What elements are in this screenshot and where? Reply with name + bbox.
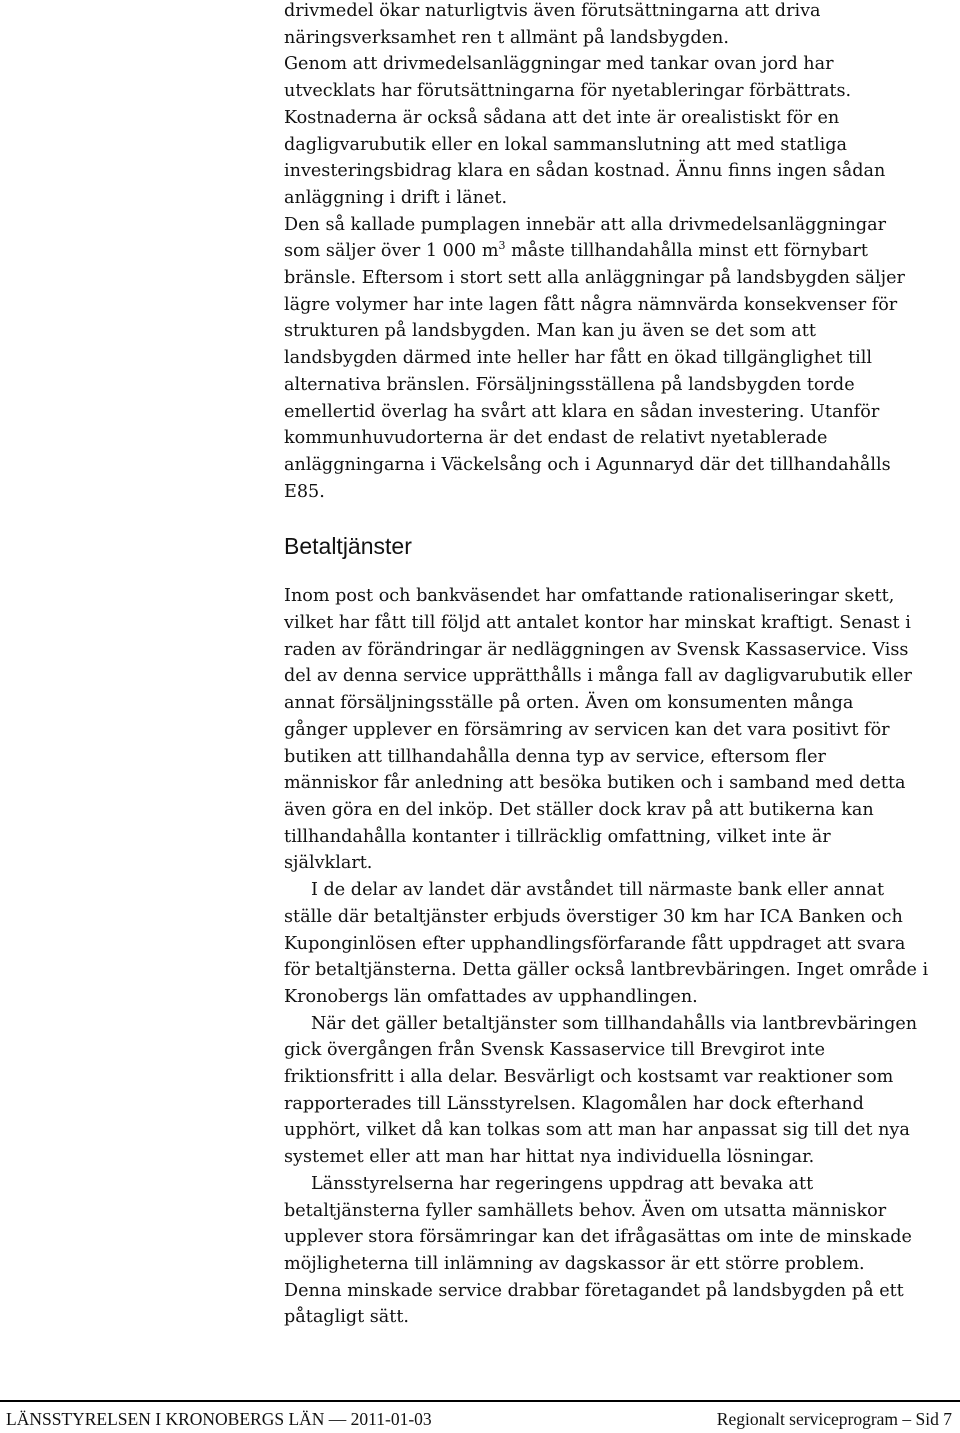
paragraph-text: måste tillhandahålla minst ett förnybart bränsle. Eftersom i stort sett alla anläggningar på landsbygden säljer lägre volymer har inte lagen fått några nämnvärda konsekvenser för strukturen på landsbygden. Man kan ju även se det som att landsbygden därmed inte heller har fått en ökad tillgänglighet till alternativa bränslen. Försäljningsställena på landsbygden torde emellertid överlag ha svårt att klara en sådan investering. Utanför kommunhuvudorterna är det endast de relativt nyetablerade anläggningarna i Väckelsång och i Agunnaryd där det tillhandahålls E85. — [284, 241, 905, 502]
body-paragraph: I de delar av landet där avståndet till närmaste bank eller annat ställe där betaltjänster erbjuds överstiger 30 km har ICA Banken och Kuponginlösen efter upphandlingsförfarande fått uppdraget att svara för betaltjänsterna. Detta gäller också lantbrevbäringen. Inget område i Kronobergs län omfattades av upphandlingen. — [284, 880, 929, 1007]
body-paragraph: Genom att drivmedelsanläggningar med tankar ovan jord har utvecklats har förutsättningarna för nyetableringar förbättrats. Kostnaderna är också sådana att det inte är orealistiskt för en dagligvarubutik eller en lokal sammanslutning att med statliga investeringsbidrag klara en sådan kostnad. Ännu finns ingen sådan anläggning i drift i länet. — [284, 54, 886, 208]
paragraph-text: Den så kallade pumplagen innebär att alla drivmedelsanläggningar som säljer över 1 000 m — [284, 214, 887, 262]
body-paragraph: drivmedel ökar naturligtvis även förutsättningarna att driva näringsverksamhet ren t allmänt på landsbygden. — [284, 1, 821, 48]
superscript: 3 — [498, 239, 506, 253]
body-paragraph: Länsstyrelserna har regeringens uppdrag att bevaka att betaltjänsterna fyller samhällets behov. Även om utsatta människor upplever stora försämringar kan det ifrågasättas om inte de minskade möjligheterna till inlämning av dagskassor är ett större problem. Denna minskade service drabbar företagandet på landsbygden på ett påtagligt sätt. — [284, 1173, 912, 1328]
body-paragraph: Inom post och bankväsendet har omfattande rationaliseringar skett, vilket har fått till följd att antalet kontor har minskat kraftigt. Senast i raden av förändringar är nedläggningen av Svensk Kassaservice. Viss del av denna service upprätthålls i många fall av dagligvarubutik eller annat försäljningsställe på orten. Även om konsumenten många gånger upplever en försämring av servicen kan det vara positivt för butiken att tillhandahålla denna typ av service, eftersom fler människor får anledning att besöka butiken och i samband med detta även göra en del inköp. Det ställer dock krav på att butikerna kan tillhandahålla kontanter i tillräcklig omfattning, vilket inte är självklart. — [284, 586, 912, 874]
footer-page-label: Regionalt serviceprogram – Sid 7 — [716, 1409, 952, 1429]
body-paragraph: När det gäller betaltjänster som tillhandahålls via lantbrevbäringen gick övergången från Svensk Kassaservice till Brevgirot inte friktionsfritt i alla delar. Besvärligt och kostsamt var reaktioner som rapporterades till Länsstyrelsen. Klagomålen har dock efterhand upphört, vilket då kan tolkas som att man har anpassat sig till det nya systemet eller att man har hittat nya individuella lösningar. — [284, 1013, 918, 1168]
body-paragraph — [284, 212, 956, 506]
footer-left-text: LÄNSSTYRELSEN I KRONOBERGS LÄN — 2011-01-03 — [6, 1409, 432, 1429]
page-body — [284, 0, 956, 1331]
section-heading: Betaltjänster — [284, 533, 412, 560]
footer-divider — [0, 1400, 960, 1402]
